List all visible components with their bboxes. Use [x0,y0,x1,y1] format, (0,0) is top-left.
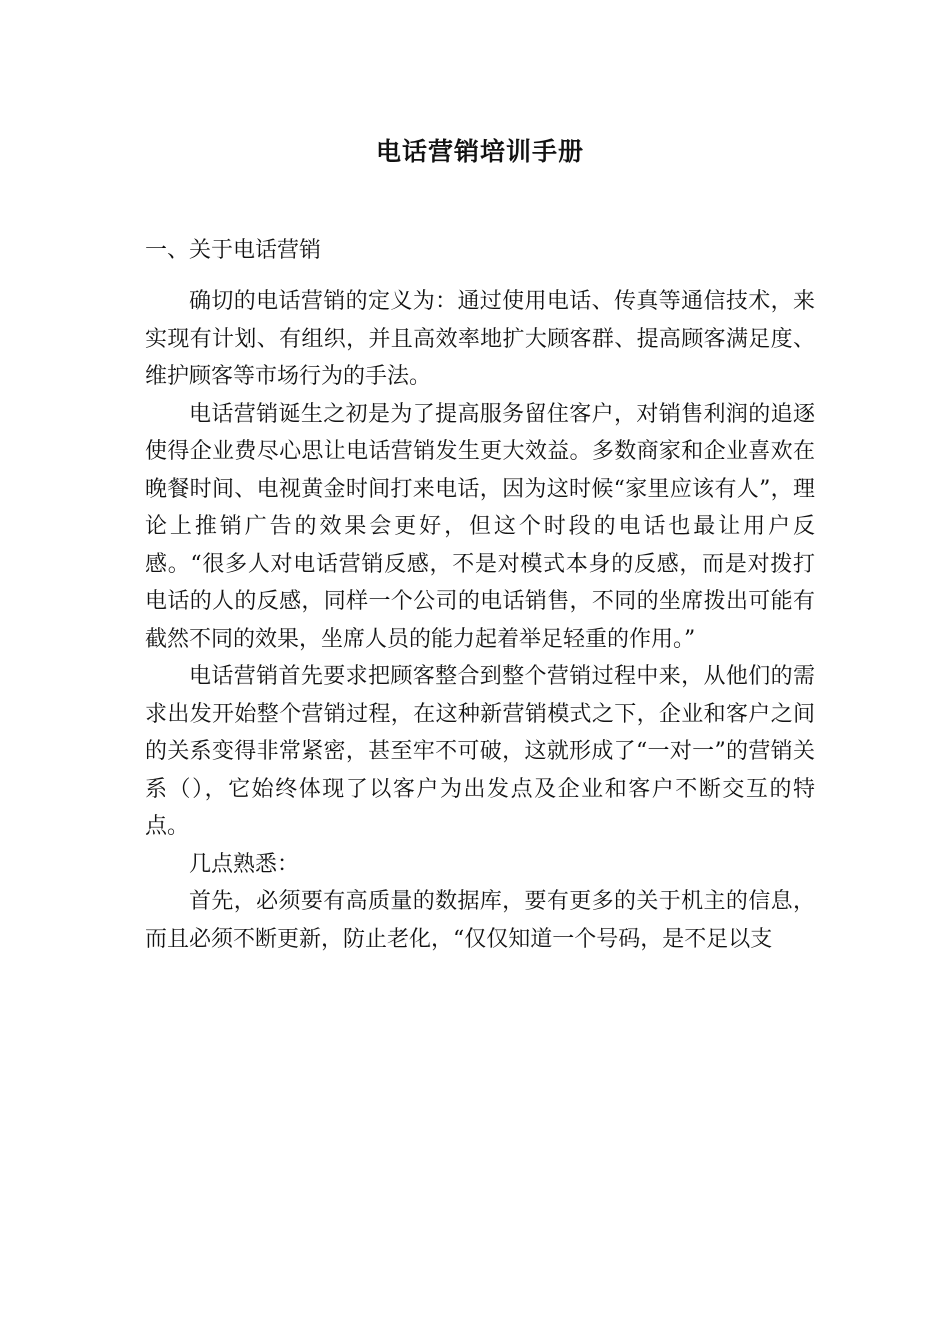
paragraph-database: 首先，必须要有高质量的数据库，要有更多的关于机主的信息，而且必须不断更新，防止老化，“仅仅知道一个号码，是不足以支 [145,889,815,952]
paragraph-definition: 确切的电话营销的定义为：通过使用电话、传真等通信技术，来实现有计划、有组织，并且高效率地扩大顾客群、提高顾客满足度、维护顾客等市场行为的手法。 [145,289,815,389]
paragraph-points-intro: 几点熟悉： [189,851,300,877]
document-page [145,0,815,1344]
document-body [145,283,815,958]
section-heading: 一、关于电话营销 [145,238,322,263]
paragraph-customer-integration: 电话营销首先要求把顾客整合到整个营销过程中来，从他们的需求出发开始整个营销过程，在这种新营销模式之下，企业和客户之间的关系变得非常紧密，甚至牢不可破，这就形成了“一对一”的营销关系（），它始终体现了以客户为出发点及企业和客户不断交互的特点。 [145,664,815,839]
document-title: 电话营销培训手册 [375,137,584,166]
paragraph-origin: 电话营销诞生之初是为了提高服务留住客户，对销售利润的追逐使得企业费尽心思让电话营销发生更大效益。多数商家和企业喜欢在晚餐时间、电视黄金时间打来电话，因为这时候“家里应该有人”，理论上推销广告的效果会更好，但这个时段的电话也最让用户反感。“很多人对电话营销反感，不是对模式本身的反感，而是对拨打电话的人的反感，同样一个公司的电话销售，不同的坐席拨出可能有截然不同的效果，坐席人员的能力起着举足轻重的作用。” [145,401,815,652]
